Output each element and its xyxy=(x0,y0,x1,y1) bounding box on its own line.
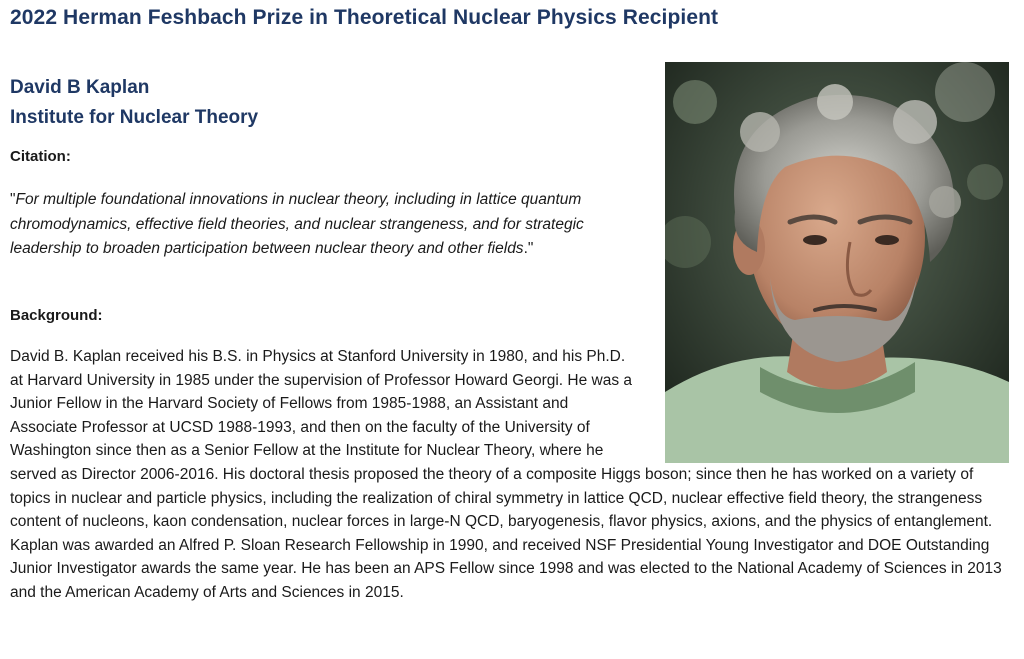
background-paragraph: David B. Kaplan received his B.S. in Physics at Stanford University in 1980, and his Ph.D. at Harvard University in 1985 under the supervision of Professor Howard Georgi. He was a Junior Fellow in the Harvard Society of Fellows from 1985-1988, an Assistant and Associate Professor at UCSD 1988-1993, and then on the faculty of the University of Washington since then as a Senior Fellow at the Institute for Nuclear Theory, where he served as Director 2006-2016. His doctoral thesis proposed the theory of a composite Higgs boson; since then he has worked on a variety of topics in nuclear and particle physics, including the realization of chiral symmetry in lattice QCD, nuclear effective field theory, the strangeness content of nucleons, kaon condensation, nuclear forces in large-N QCD, baryogenesis, flavor physics, axions, and the physics of entanglement. Kaplan was awarded an Alfred P. Sloan Research Fellowship in 1990, and received NSF Presidential Young Investigator and DOE Outstanding Junior Investigator awards the same year. He has been an APS Fellow since 1998 and was elected to the National Academy of Sciences in 2013 and the American Academy of Arts and Sciences in 2015. xyxy=(10,348,1002,601)
citation-open-quote: " xyxy=(10,191,16,208)
recipient-institution: Institute for Nuclear Theory xyxy=(10,107,259,128)
recipient-name: David B Kaplan xyxy=(10,77,150,98)
citation-label: Citation: xyxy=(10,148,71,165)
background-label: Background: xyxy=(10,307,103,324)
citation-close-quote: ." xyxy=(523,240,534,257)
citation-text xyxy=(10,188,650,262)
background-text xyxy=(10,345,1015,605)
page-title: 2022 Herman Feshbach Prize in Theoretical Nuclear Physics Recipient xyxy=(10,6,719,29)
citation-quote: For multiple foundational innovations in nuclear theory, including in lattice quantum chromodynamics, effective field theories, and nuclear strangeness, and for strategic leadership to broaden participation between nuclear theory and other fields xyxy=(10,191,584,257)
